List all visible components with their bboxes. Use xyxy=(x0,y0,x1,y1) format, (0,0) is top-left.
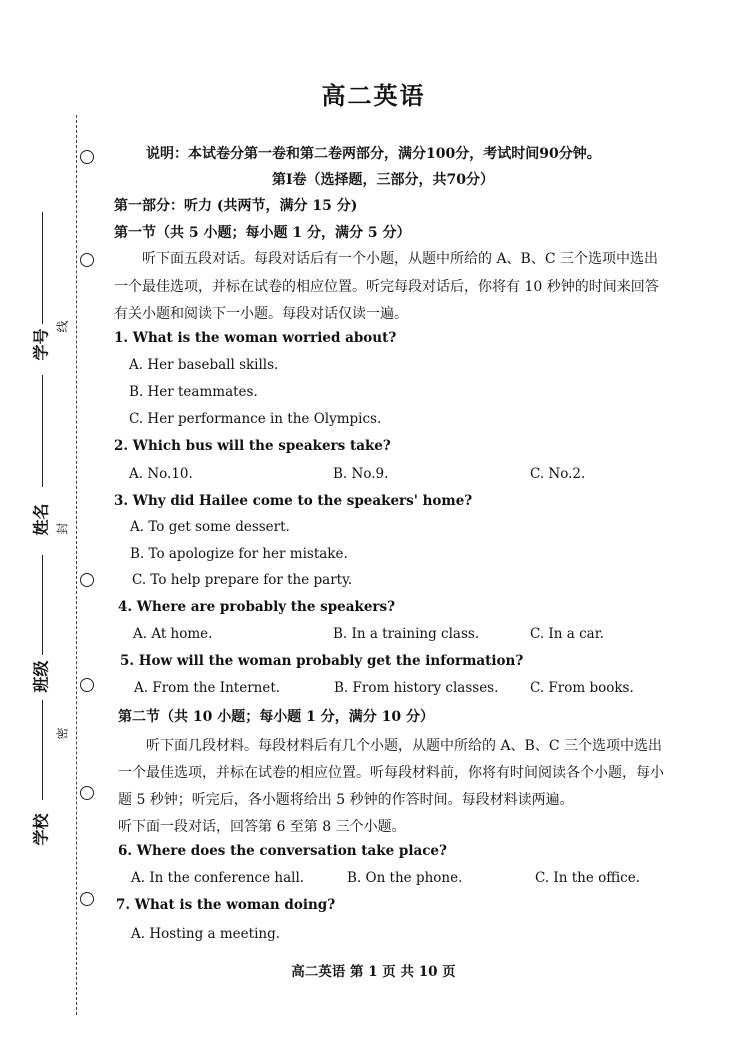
option-1c: C. Her performance in the Olympics. xyxy=(129,411,382,427)
section2-directions-line: 听下面几段材料。每段材料后有几个小题，从题中所给的 A、B、C 三个选项中选出 xyxy=(146,738,663,754)
school-label: 学校 xyxy=(31,813,51,846)
seal-word-seal: 封 xyxy=(55,522,70,535)
option-6a: A. In the conference hall. xyxy=(131,870,305,886)
question-7: 7. What is the woman doing? xyxy=(116,897,336,913)
question-2: 2. Which bus will the speakers take? xyxy=(114,438,391,454)
question-5: 5. How will the woman probably get the information? xyxy=(120,653,524,669)
page-footer: 高二英语 第 1 页 共 10 页 xyxy=(291,964,456,980)
option-4b: B. In a training class. xyxy=(333,626,480,642)
binding-hole-icon xyxy=(80,253,94,267)
name-label: 姓名 xyxy=(31,503,51,536)
option-3a: A. To get some dessert. xyxy=(130,519,290,535)
section1-directions-line: 有关小题和阅读下一小题。每段对话仅读一遍。 xyxy=(114,306,408,322)
question-3: 3. Why did Hailee come to the speakers' home? xyxy=(114,493,473,509)
option-3c: C. To help prepare for the party. xyxy=(132,572,353,588)
option-4c: C. In a car. xyxy=(530,626,604,642)
seal-word-secret: 密 xyxy=(55,727,70,740)
option-1b: B. Her teammates. xyxy=(129,384,258,400)
option-2a: A. No.10. xyxy=(129,466,193,482)
option-7a: A. Hosting a meeting. xyxy=(131,926,281,942)
section1-directions-line: 听下面五段对话。每段对话后有一个小题，从题中所给的 A、B、C 三个选项中选出 xyxy=(142,251,659,267)
volume-heading: 第I卷（选择题，三部分，共70分） xyxy=(272,172,495,188)
class-line xyxy=(42,555,43,655)
instructions: 说明：本试卷分第一卷和第二卷两部分，满分100分，考试时间90分钟。 xyxy=(146,146,601,162)
option-4a: A. At home. xyxy=(133,626,213,642)
section2-directions-line: 一个最佳选项，并标在试卷的相应位置。听每段材料前，你将有时间阅读各个小题，每小 xyxy=(118,765,664,781)
dialog-intro: 听下面一段对话，回答第 6 至第 8 三个小题。 xyxy=(118,819,406,835)
option-1a: A. Her baseball skills. xyxy=(129,357,279,373)
option-5c: C. From books. xyxy=(530,680,634,696)
name-line xyxy=(42,375,43,487)
binding-hole-icon xyxy=(80,573,94,587)
option-2c: C. No.2. xyxy=(530,466,586,482)
binding-hole-icon xyxy=(80,892,94,906)
student-id-line xyxy=(42,212,43,324)
section1-directions-line: 一个最佳选项，并标在试卷的相应位置。听完每段对话后，你将有 10 秒钟的时间来回答 xyxy=(114,279,659,295)
option-6b: B. On the phone. xyxy=(347,870,463,886)
option-2b: B. No.9. xyxy=(333,466,389,482)
section1-heading: 第一节（共 5 小题；每小题 1 分，满分 5 分） xyxy=(114,225,411,241)
question-1: 1. What is the woman worried about? xyxy=(114,330,397,346)
binding-hole-icon xyxy=(80,150,94,164)
binding-hole-icon xyxy=(80,786,94,800)
part-heading: 第一部分：听力 (共两节，满分 15 分) xyxy=(114,198,358,214)
section2-heading: 第二节（共 10 小题；每小题 1 分，满分 10 分） xyxy=(118,709,434,725)
page-title: 高二英语 xyxy=(321,81,426,110)
option-6c: C. In the office. xyxy=(535,870,641,886)
seal-word-line: 线 xyxy=(55,320,70,333)
student-id-label: 学号 xyxy=(31,328,51,361)
question-4: 4. Where are probably the speakers? xyxy=(118,599,396,615)
school-line xyxy=(42,700,43,800)
binding-dashed-line xyxy=(76,115,77,1015)
option-5a: A. From the Internet. xyxy=(134,680,281,696)
section2-directions-line: 题 5 秒钟；听完后，各小题将给出 5 秒钟的作答时间。每段材料读两遍。 xyxy=(118,792,574,808)
binding-hole-icon xyxy=(80,678,94,692)
option-5b: B. From history classes. xyxy=(334,680,499,696)
question-6: 6. Where does the conversation take place? xyxy=(118,843,447,859)
option-3b: B. To apologize for her mistake. xyxy=(130,546,348,562)
class-label: 班级 xyxy=(31,660,51,693)
